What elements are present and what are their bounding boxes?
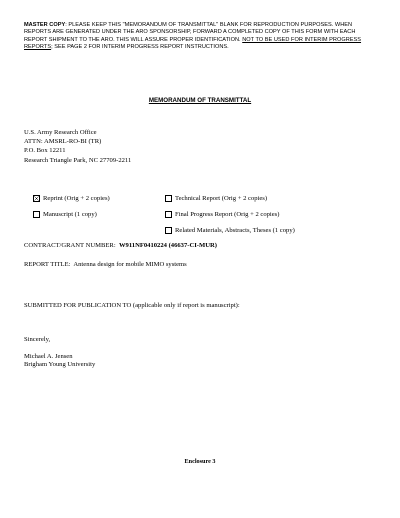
- not-for-interim-notice: NOT TO BE USED FOR INTERIM PROGRESS REPORTS: [24, 36, 362, 50]
- instructions-tail: ; SEE PAGE 2 FOR INTERIM PROGRESS REPORT INSTRUCTIONS.: [51, 43, 229, 50]
- final-progress-report-label: Final Progress Report (Orig + 2 copies): [175, 211, 280, 218]
- signer-affiliation: Brigham Young University: [24, 361, 96, 368]
- address-line-2: ATTN: AMSRL-RO-BI (TR): [24, 138, 102, 146]
- report-title-line: [24, 261, 187, 268]
- final-progress-report-checkbox[interactable]: [165, 211, 172, 218]
- address-line-1: U.S. Army Research Office: [24, 129, 97, 136]
- master-copy-label: MASTER COPY: [24, 22, 66, 28]
- signer-name: Michael A. Jensen: [24, 353, 73, 360]
- instructions-text: : PLEASE KEEP THIS "MEMORANDUM OF TRANSMITTAL" BLANK FOR REPRODUCTION PURPOSES. WHEN REPORTS ARE GENERATED UNDER THE ARO SPONSORSHIP, FORWARD A COMPLETED COPY OF THIS FORM WITH EACH REPORT SHIPMENT TO THE ARO. THIS WILL ASSURE PROPER IDENTIFICATION.: [24, 22, 356, 43]
- checkbox-manuscript[interactable]: [33, 211, 97, 218]
- address-block: [24, 128, 131, 165]
- page-title: MEMORANDUM OF TRANSMITTAL: [148, 97, 252, 104]
- reprint-label: Reprint (Orig + 2 copies): [43, 195, 110, 202]
- contract-label: CONTRACT/GRANT NUMBER:: [24, 242, 116, 249]
- report-title-value: Antenna design for mobile MIMO systems: [73, 261, 187, 268]
- checkbox-related-materials[interactable]: [165, 227, 295, 234]
- checkbox-technical-report[interactable]: [165, 195, 267, 202]
- related-materials-checkbox[interactable]: [165, 227, 172, 234]
- checkbox-final-progress-report[interactable]: [165, 211, 279, 218]
- manuscript-label: Manuscript (1 copy): [43, 211, 97, 218]
- contract-number: W911NF0410224 (46637-CI-MUR): [118, 242, 217, 249]
- checked-x-icon: [34, 196, 39, 201]
- manuscript-checkbox[interactable]: [33, 211, 40, 218]
- submitted-for-publication: SUBMITTED FOR PUBLICATION TO (applicable only if report is manuscript):: [24, 302, 240, 309]
- address-line-4: Research Triangle Park, NC 27709-2211: [24, 156, 132, 164]
- contract-grant-line: [24, 242, 217, 249]
- report-title-label: REPORT TITLE:: [24, 261, 71, 268]
- instructions-header: [24, 22, 380, 51]
- address-line-3: P.O. Box 12211: [24, 147, 66, 155]
- technical-report-checkbox[interactable]: [165, 195, 172, 202]
- related-materials-label: Related Materials, Abstracts, Theses (1 copy): [175, 227, 295, 234]
- enclosure-label: Enclosure 3: [184, 458, 216, 465]
- technical-report-label: Technical Report (Orig + 2 copies): [175, 195, 268, 202]
- reprint-checkbox[interactable]: [33, 195, 40, 202]
- closing-salutation: Sincerely,: [24, 336, 51, 343]
- checkbox-reprint[interactable]: [33, 195, 110, 202]
